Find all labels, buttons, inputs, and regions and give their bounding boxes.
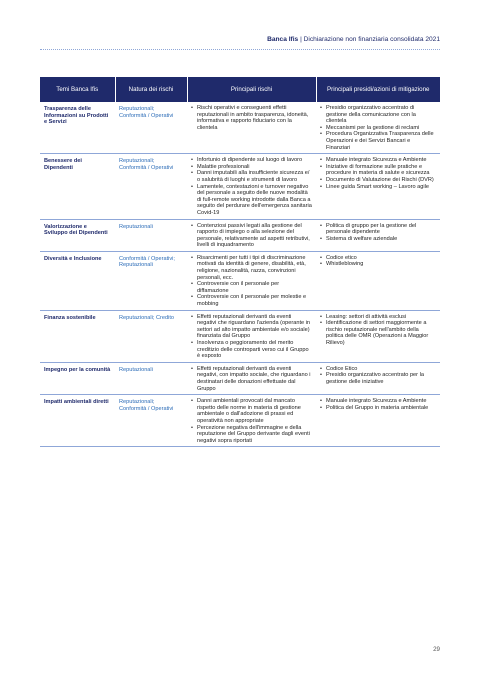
- theme-cell: Diversità e Inclusione: [40, 251, 115, 310]
- risk-nature-cell: Reputazionali; Conformità / Operativi: [115, 395, 187, 447]
- mitigation-cell: [316, 219, 440, 251]
- risks-cell: [187, 362, 316, 394]
- mitigation-list: [320, 314, 436, 347]
- page-number: 29: [433, 646, 440, 653]
- table-row: [40, 219, 440, 251]
- risks-list: [191, 314, 312, 360]
- risk-item: • Malattie professionali: [191, 164, 312, 171]
- risks-list: [191, 105, 312, 131]
- risks-list: [191, 223, 312, 249]
- risks-cell: [187, 251, 316, 310]
- risks-list: [191, 157, 312, 216]
- mitigation-list: [320, 157, 436, 190]
- mitigation-item: • Codice etico: [320, 255, 436, 262]
- risks-list: [191, 255, 312, 308]
- table-row: [40, 154, 440, 219]
- risk-item: • Effetti reputazionali derivanti da eventi negativi, con impatto sociale, che riguardano i destinatari delle donazioni effettuate dal Gruppo: [191, 366, 312, 392]
- risk-nature-cell: Reputazionali; Credito: [115, 310, 187, 362]
- risks-list: [191, 398, 312, 444]
- risk-nature-cell: Conformità / Operativi; Reputazionali: [115, 251, 187, 310]
- risk-nature-cell: Reputazionali; Conformità / Operativi: [115, 154, 187, 219]
- risks-cell: [187, 154, 316, 219]
- mitigation-item: • Leasing: settori di attività esclusi: [320, 314, 436, 321]
- mitigation-list: [320, 105, 436, 151]
- table-header-row: [40, 77, 440, 102]
- mitigation-cell: [316, 362, 440, 394]
- column-header-nature: Natura dei rischi: [115, 77, 187, 102]
- risk-item: • Risarcimenti per tutti i tipi di discriminazione motivati da identità di genere, disabilità, età, religione, nazionalità, razza, convinzioni personali, ecc.: [191, 255, 312, 281]
- risk-item: • Lamentele, contestazioni e turnover negativo del personale a seguito delle nuove modalità di full-remote working introdotte dalla Banca a seguito del perdurare dell'emergenza sanitaria Covid-19: [191, 184, 312, 217]
- table-row: [40, 395, 440, 447]
- risks-cell: [187, 310, 316, 362]
- theme-cell: Valorizzazione e Sviluppo dei Dipendenti: [40, 219, 115, 251]
- risk-nature-cell: Reputazionali: [115, 362, 187, 394]
- risk-item: • Controversie con il personale per diffamazione: [191, 281, 312, 294]
- mitigation-item: • Sistema di welfare aziendale: [320, 236, 436, 243]
- mitigation-item: • Manuale integrato Sicurezza e Ambiente: [320, 398, 436, 405]
- mitigation-cell: [316, 154, 440, 219]
- mitigation-item: • Presidio organizzativo accentrato di gestione della comunicazione con la clientela: [320, 105, 436, 125]
- mitigation-item: • Presidio organizzativo accentrato per la gestione delle iniziative: [320, 372, 436, 385]
- theme-cell: Impatti ambientali diretti: [40, 395, 115, 447]
- mitigation-item: • Politica del Gruppo in materia ambientale: [320, 405, 436, 412]
- mitigation-item: • Meccanismi per la gestione di reclami: [320, 125, 436, 132]
- mitigation-cell: [316, 310, 440, 362]
- risks-list: [191, 366, 312, 392]
- risk-table: [40, 77, 440, 447]
- theme-cell: Trasparenza delle Informazioni su Prodotti e Servizi: [40, 102, 115, 154]
- table-row: [40, 310, 440, 362]
- mitigation-item: • Procedura Organizzativa Trasparenza delle Operazioni e dei Servizi Bancari e Finanziari: [320, 131, 436, 151]
- column-header-theme: Temi Banca Ifis: [40, 77, 115, 102]
- header-company: Banca Ifis: [267, 36, 299, 43]
- mitigation-cell: [316, 395, 440, 447]
- risks-cell: [187, 395, 316, 447]
- header-title: Dichiarazione non finanziaria consolidata 2021: [303, 36, 440, 43]
- mitigation-item: • Politica di gruppo per la gestione del personale dipendente: [320, 223, 436, 236]
- risk-item: • Danni imputabili alla insufficiente sicurezza e/ o salubrità di luoghi e strumenti di lavoro: [191, 170, 312, 183]
- header-separator: |: [298, 36, 304, 43]
- risk-item: • Contenziosi passivi legati alla gestione del rapporto di impiego o alla selezione del personale, relativamente ad aspetti retributivi, livelli di inquadramento: [191, 223, 312, 249]
- risks-cell: [187, 102, 316, 154]
- risk-item: • Rischi operativi e conseguenti effetti reputazionali in ambito trasparenza, idoneità, informativa e rapporto fiduciario con la clientela: [191, 105, 312, 131]
- mitigation-item: • Identificazione di settori maggiormente a rischio reputazionale nell'ambito della politica delle OMR (Operazioni a Maggior Rilievo): [320, 320, 436, 346]
- risk-item: • Danni ambientali provocati dal mancato rispetto delle norme in materia di gestione ambientale o dall'adozione di prassi ed operatività non appropriate: [191, 398, 312, 424]
- mitigation-list: [320, 366, 436, 386]
- header-divider: [40, 49, 440, 50]
- table-row: [40, 251, 440, 310]
- risk-item: • Insolvenza o peggioramento del merito creditizio delle controparti verso cui il Gruppo è esposto: [191, 340, 312, 360]
- table-row: [40, 102, 440, 154]
- mitigation-item: • Iniziative di formazione sulle pratiche e procedure in materia di salute e sicurezza: [320, 164, 436, 177]
- mitigation-list: [320, 398, 436, 411]
- mitigation-item: • Manuale integrato Sicurezza e Ambiente: [320, 157, 436, 164]
- mitigation-item: • Documento di Valutazione dei Rischi (DVR): [320, 177, 436, 184]
- mitigation-item: • Linee guida Smart working – Lavoro agile: [320, 184, 436, 191]
- mitigation-item: • Whistleblowing: [320, 261, 436, 268]
- page-header: [267, 36, 440, 43]
- mitigation-cell: [316, 251, 440, 310]
- theme-cell: Benessere dei Dipendenti: [40, 154, 115, 219]
- theme-cell: Impegno per la comunità: [40, 362, 115, 394]
- risk-nature-cell: Reputazionali; Conformità / Operativi: [115, 102, 187, 154]
- table-body: [40, 102, 440, 447]
- mitigation-item: • Codice Etico: [320, 366, 436, 373]
- risk-item: • Effetti reputazionali derivanti da eventi negativi che riguardano l'azienda (operante in settori ad alto impatto ambientale e/o sociale) finanziata dal Gruppo: [191, 314, 312, 340]
- column-header-mitigation: Principali presidi/azioni di mitigazione: [316, 77, 440, 102]
- mitigation-list: [320, 223, 436, 243]
- risk-item: • Infortunio di dipendente sul luogo di lavoro: [191, 157, 312, 164]
- column-header-risks: Principali rischi: [187, 77, 316, 102]
- table-row: [40, 362, 440, 394]
- risk-item: • Percezione negativa dell'immagine e della reputazione del Gruppo derivante dagli eventi negativi sopra riportati: [191, 425, 312, 445]
- risk-item: • Controversie con il personale per molestie e mobbing: [191, 294, 312, 307]
- risks-cell: [187, 219, 316, 251]
- risk-nature-cell: Reputazionali: [115, 219, 187, 251]
- mitigation-cell: [316, 102, 440, 154]
- mitigation-list: [320, 255, 436, 268]
- theme-cell: Finanza sostenibile: [40, 310, 115, 362]
